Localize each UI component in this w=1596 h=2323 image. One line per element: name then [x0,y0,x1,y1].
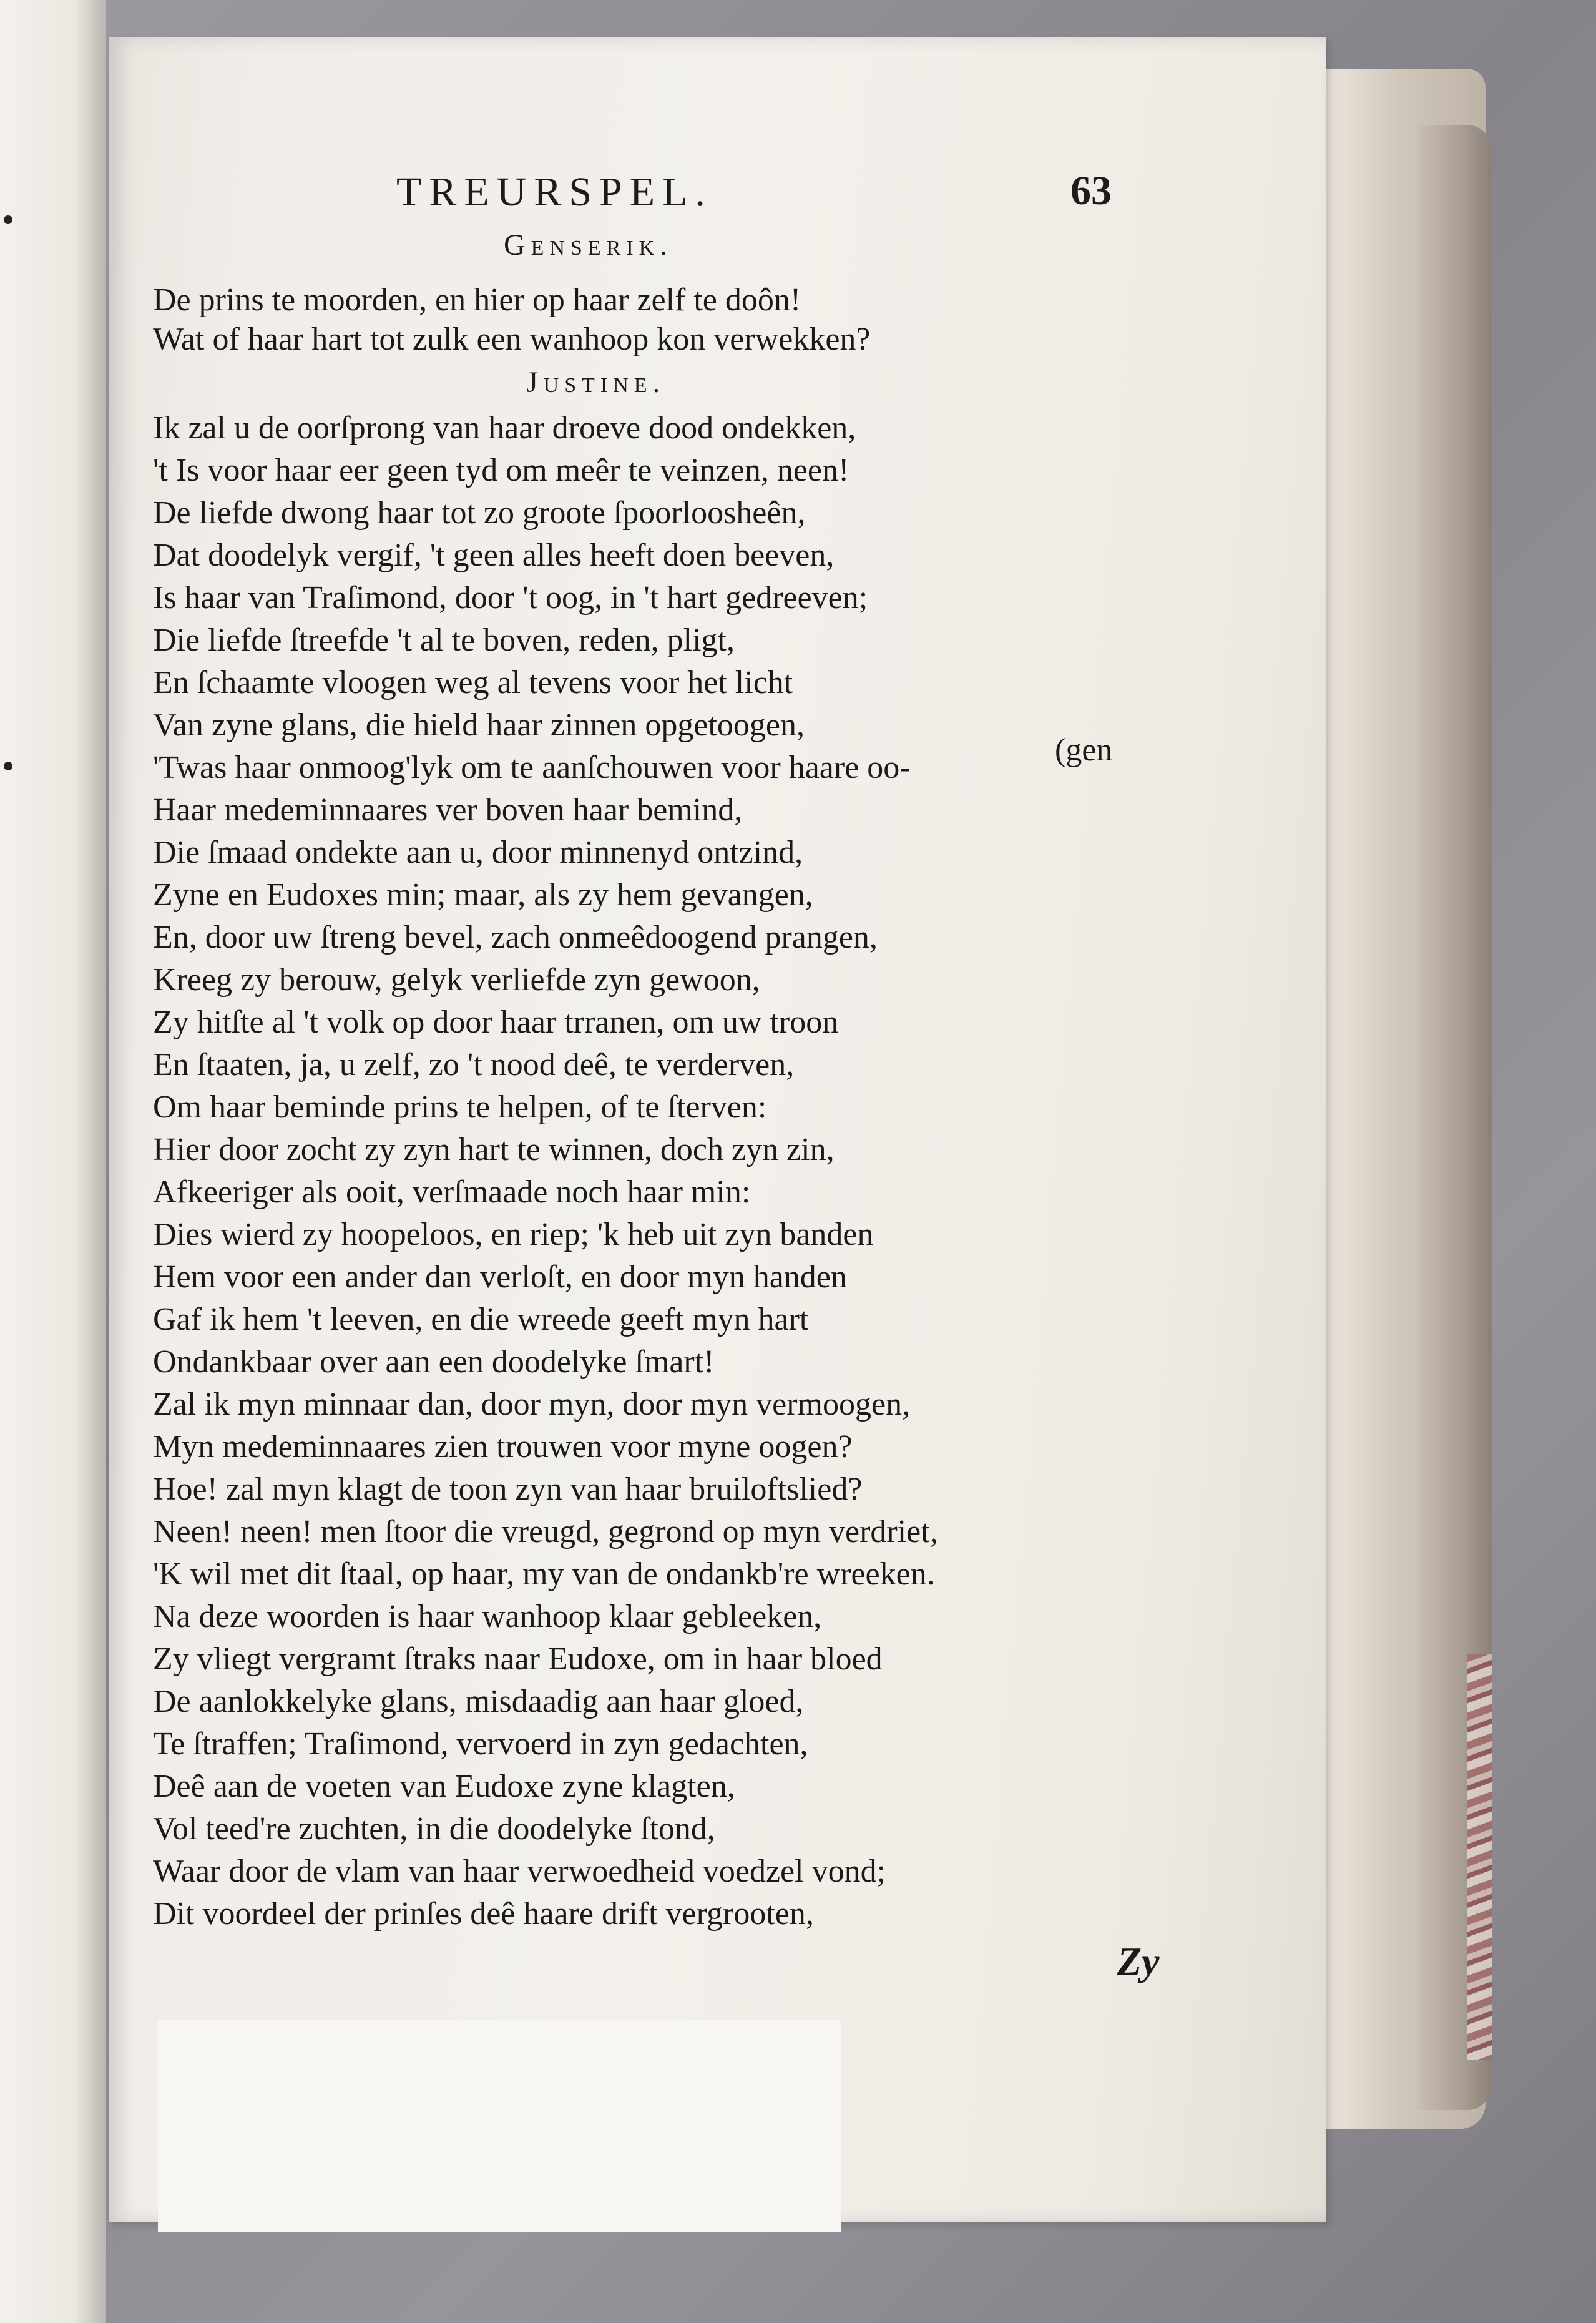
page-number: 63 [1070,168,1112,214]
speaker-label: Genserik. [504,228,673,262]
text-line: Ik zal u de oorſprong van haar droeve dood ondekken, [153,410,856,446]
text-line: Wat of haar hart tot zulk een wanhoop kon verwekken? [153,322,871,357]
text-line: Kreeg zy berouw, gelyk verliefde zyn gewoon, [153,962,760,998]
text-line: De liefde dwong haar tot zo groote ſpoorloosheên, [153,495,806,531]
turnover-word: (gen [1055,732,1113,768]
ink-mark [4,762,12,770]
marbled-cover [1467,1654,1492,2060]
redaction-block [158,2020,841,2232]
text-line: Om haar beminde prins te helpen, of te ſterven: [153,1089,767,1125]
running-head: TREURSPEL. [396,169,713,215]
text-line: Dat doodelyk vergif, 't geen alles heeft doen beeven, [153,538,835,573]
text-line: Die ſmaad ondekte aan u, door minnenyd ontzind, [153,835,803,870]
text-line: 'Twas haar onmoog'lyk om te aanſchouwen voor haare oo- [153,750,911,785]
text-line: Neen! neen! men ſtoor die vreugd, gegrond op myn verdriet, [153,1514,938,1549]
text-line: Deê aan de voeten van Eudoxe zyne klagten, [153,1769,735,1804]
text-line: Zy hitſte al 't volk op door haar trranen, om uw troon [153,1004,839,1040]
catchword: Zy [1117,1939,1160,1983]
text-line: Die liefde ſtreefde 't al te boven, reden, pligt, [153,622,735,658]
text-line: Afkeeriger als ooit, verſmaade noch haar min: [153,1174,751,1210]
text-line: En ſtaaten, ja, u zelf, zo 't nood deê, te verderven, [153,1047,795,1083]
text-line: Hem voor een ander dan verloſt, en door myn handen [153,1259,847,1295]
text-line: De prins te moorden, en hier op haar zelf te doôn! [153,282,801,318]
text-line: 't Is voor haar eer geen tyd om meêr te veinzen, neen! [153,453,849,488]
text-line: Waar door de vlam van haar verwoedheid voedzel vond; [153,1854,886,1889]
book-page [109,37,1326,2222]
text-line: Te ſtraffen; Traſimond, vervoerd in zyn gedachten, [153,1726,808,1762]
text-line: De aanlokkelyke glans, misdaadig aan haar gloed, [153,1684,804,1719]
ink-mark [4,215,12,224]
text-line: En ſchaamte vloogen weg al tevens voor het licht [153,665,793,700]
text-line: Dit voordeel der prinſes deê haare drift vergrooten, [153,1896,814,1932]
text-line: Van zyne glans, die hield haar zinnen opgetoogen, [153,707,805,743]
text-line: En, door uw ſtreng bevel, zach onmeêdoogend prangen, [153,920,878,955]
text-line: Hier door zocht zy zyn hart te winnen, doch zyn zin, [153,1132,835,1167]
text-line: Zyne en Eudoxes min; maar, als zy hem gevangen, [153,877,813,913]
text-line: Vol teed're zuchten, in die doodelyke ſtond, [153,1811,715,1847]
text-line: Zal ik myn minnaar dan, door myn, door myn vermoogen, [153,1387,911,1422]
text-line: Myn medeminnaares zien trouwen voor myne oogen? [153,1429,853,1465]
text-line: Is haar van Traſimond, door 't oog, in 't hart gedreeven; [153,580,868,616]
text-line: Gaf ik hem 't leeven, en die wreede geeft myn hart [153,1302,809,1337]
text-line: Dies wierd zy hoopeloos, en riep; 'k heb uit zyn banden [153,1217,874,1252]
speaker-label: Justine. [526,366,666,399]
text-line: 'K wil met dit ſtaal, op haar, my van de ondankb're wreeken. [153,1556,935,1592]
text-line: Zy vliegt vergramt ſtraks naar Eudoxe, om in haar bloed [153,1641,883,1677]
text-line: Haar medeminnaares ver boven haar bemind, [153,792,743,828]
facing-page-edge [0,0,106,2323]
text-line: Ondankbaar over aan een doodelyke ſmart! [153,1344,715,1380]
text-line: Na deze woorden is haar wanhoop klaar gebleeken, [153,1599,822,1634]
text-line: Hoe! zal myn klagt de toon zyn van haar bruiloftslied? [153,1471,863,1507]
